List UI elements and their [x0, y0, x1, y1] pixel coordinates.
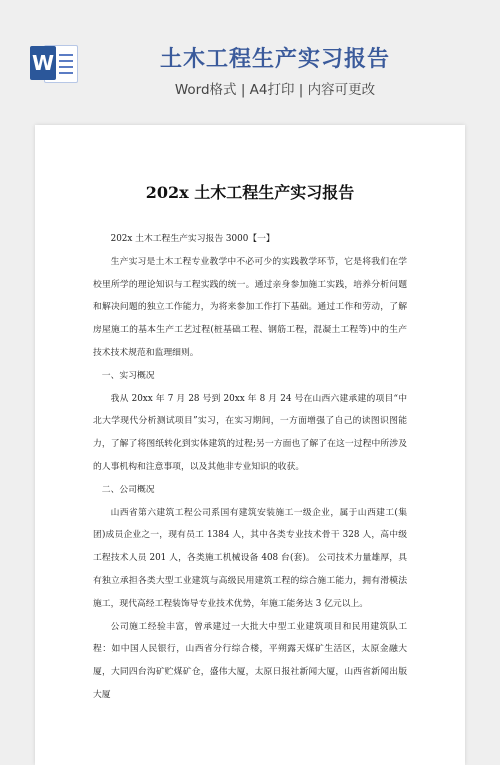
word-letter-badge: W: [30, 46, 56, 80]
document-format-subtitle: Word格式 | A4打印 | 内容可更改: [174, 82, 376, 98]
document-page: [35, 125, 465, 765]
section-heading: 一、实习概况: [101, 370, 155, 381]
document-body: [93, 228, 407, 707]
document-header: [0, 0, 500, 118]
section-heading: 二、公司概况: [101, 484, 155, 495]
sheet-line: [59, 72, 73, 74]
body-paragraph: 我从 20xx 年 7 月 28 号到 20xx 年 8 月 24 号在山西六建承建的项目“中北大学现代分析测试项目”实习，在实习期间，一方面增强了自己的读图识图能力，了解了将图纸转化到实体建筑的过程;另一方面也了解了在这一过程中所涉及的人事机构和注意事项，以及其他非专业知识的收获。: [93, 393, 407, 472]
sheet-line: [59, 54, 73, 56]
body-paragraph: 202x 土木工程生产实习报告 3000【一】: [110, 234, 275, 244]
body-paragraph: 公司施工经验丰富，曾承建过一大批大中型工业建筑项目和民用建筑队工程：如中国人民银行，山西省分行综合楼，平朔露天煤矿生活区，太原金融大厦，大同四台沟矿贮煤矿仓，盛伟大厦，太原日报社新闻大厦，山西省新闻出版大厦: [93, 621, 407, 700]
page-title: 202x 土木工程生产实习报告: [145, 183, 355, 202]
sheet-line: [59, 66, 73, 68]
body-paragraph: 山西省第六建筑工程公司系国有建筑安装施工一级企业，属于山西建工(集团)成员企业之一，现有员工 1384 人，其中各类专业技术骨干 328 人，高中级工程技术人员 201 人，各类施工机械设备 408 台(套)。 公司技术力量雄厚，具有独立承担各类大型工业建筑与高级民用建筑工程的综合施工能力，拥有滑模法施工，现代高经工程装饰导专业技术优势，年施工能务达 3 亿元以上。: [93, 507, 407, 609]
word-document-icon: [30, 42, 80, 84]
sheet-line: [59, 60, 73, 62]
document-title: 土木工程生产实习报告: [159, 47, 390, 72]
body-paragraph: 生产实习是土木工程专业教学中不必可少的实践教学环节，它是将我们在学校里所学的理论知识与工程实践的统一。通过亲身参加施工实践，培养分析问题和解决问题的独立工作能力，为将来参加工作打下基础。通过工作和劳动，了解房屋施工的基本生产工艺过程(桩基础工程、钢筋工程，混凝土工程等)中的生产技术技术规范和监理细则。: [93, 256, 407, 358]
